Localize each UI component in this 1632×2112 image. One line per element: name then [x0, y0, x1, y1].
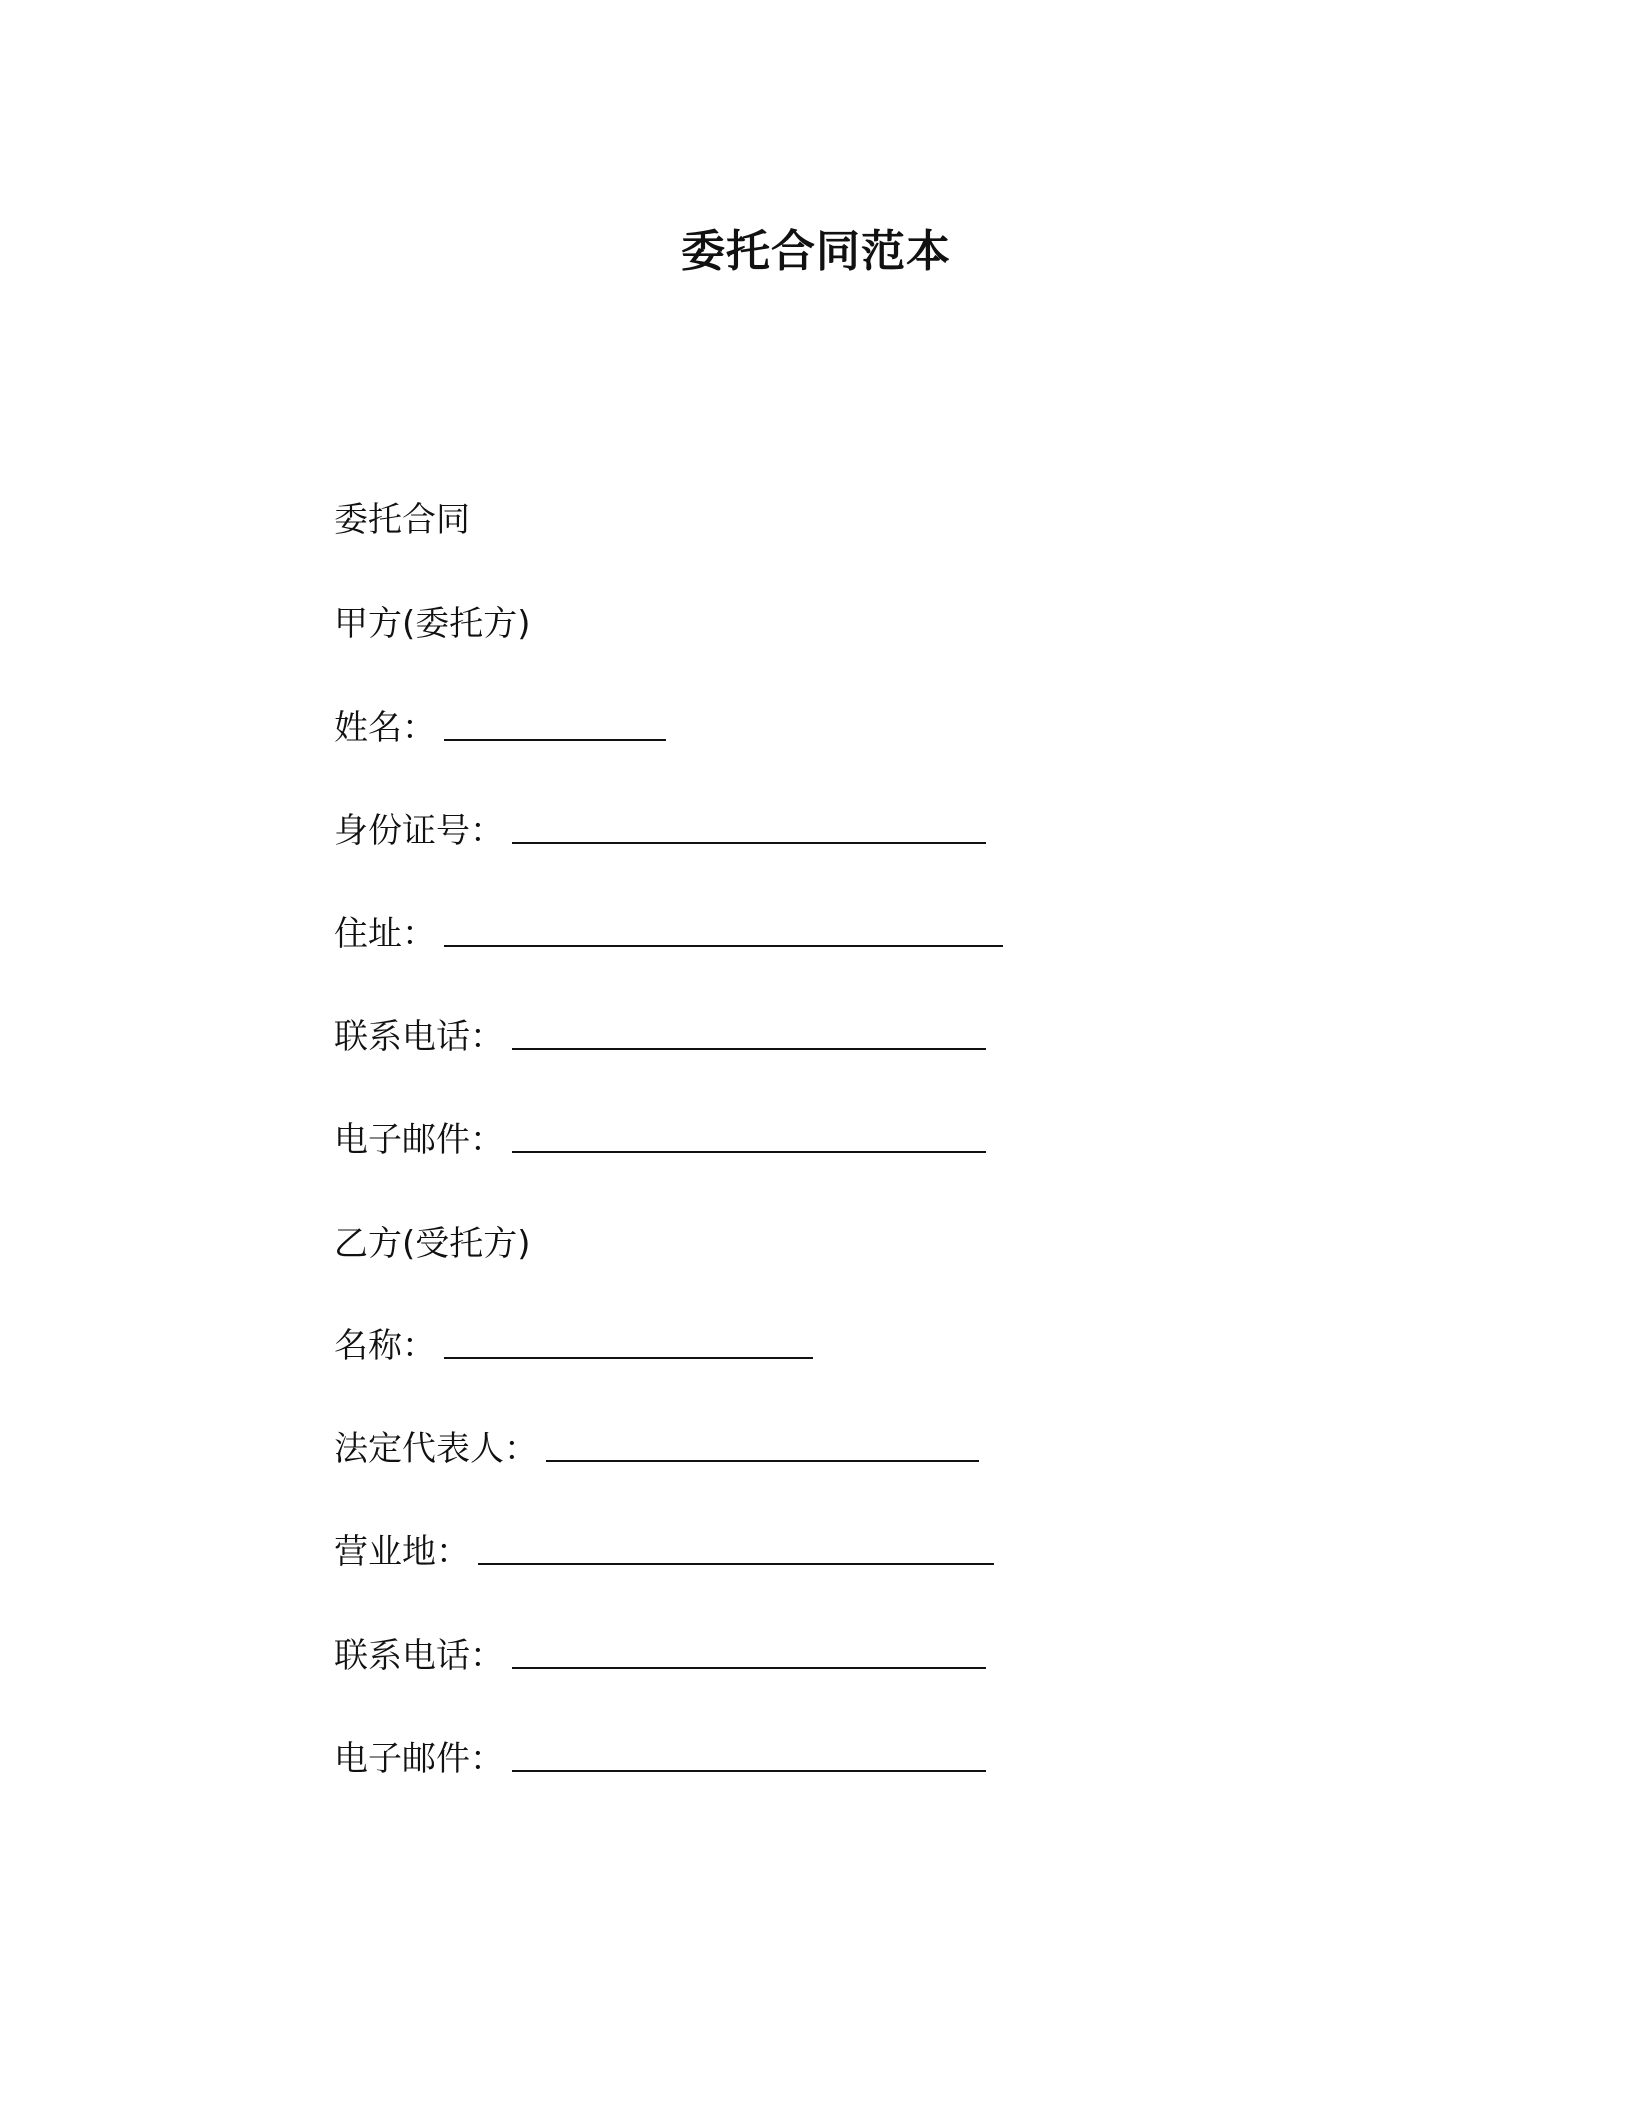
party-b-phone-label: 联系电话：: [334, 1636, 504, 1676]
party-b-email-label: 电子邮件：: [334, 1739, 504, 1779]
party-a-email-label: 电子邮件：: [334, 1120, 504, 1160]
party-a-name-field: [334, 704, 666, 752]
party-b-name-blank[interactable]: [444, 1353, 813, 1359]
party-b-name-field: [334, 1322, 813, 1370]
party-b-legal-rep-label: 法定代表人：: [334, 1429, 538, 1469]
party-b-legal-rep-field: [334, 1425, 979, 1473]
party-a-id-blank[interactable]: [512, 838, 986, 844]
party-b-business-address-field: [334, 1528, 994, 1576]
party-a-name-blank[interactable]: [444, 735, 666, 741]
party-a-header-text: 甲方(委托方): [334, 604, 531, 644]
contract-heading-text: 委托合同: [334, 500, 470, 540]
party-b-header: [334, 1220, 531, 1268]
party-a-header: [334, 600, 531, 648]
party-a-id-label: 身份证号：: [334, 811, 504, 851]
party-b-business-address-label: 营业地：: [334, 1532, 470, 1572]
party-a-email-field: [334, 1116, 986, 1164]
party-a-email-blank[interactable]: [512, 1147, 986, 1153]
party-b-email-blank[interactable]: [512, 1766, 986, 1772]
party-a-address-blank[interactable]: [444, 941, 1003, 947]
party-a-phone-label: 联系电话：: [334, 1017, 504, 1057]
party-b-legal-rep-blank[interactable]: [546, 1456, 979, 1462]
party-b-email-field: [334, 1735, 986, 1783]
party-b-phone-field: [334, 1632, 986, 1680]
party-a-name-label: 姓名：: [334, 708, 436, 748]
party-a-address-label: 住址：: [334, 914, 436, 954]
party-a-phone-field: [334, 1013, 986, 1061]
party-a-id-field: [334, 807, 986, 855]
document-title: 委托合同范本: [681, 226, 951, 277]
contract-heading: [334, 496, 470, 544]
party-b-phone-blank[interactable]: [512, 1663, 986, 1669]
party-a-phone-blank[interactable]: [512, 1044, 986, 1050]
party-b-header-text: 乙方(受托方): [334, 1224, 531, 1264]
party-b-name-label: 名称：: [334, 1326, 436, 1366]
party-a-address-field: [334, 910, 1003, 958]
party-b-business-address-blank[interactable]: [478, 1559, 994, 1565]
